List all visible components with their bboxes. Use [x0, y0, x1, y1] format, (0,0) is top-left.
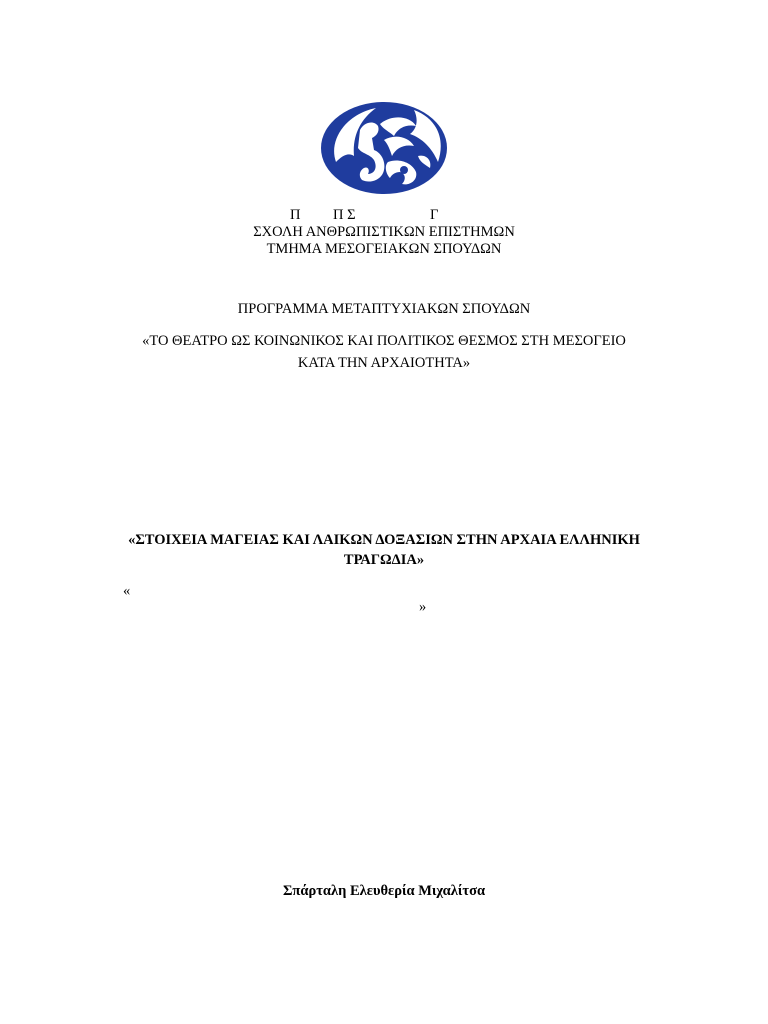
department-name: ΤΜΗΜΑ ΜΕΣΟΓΕΙΑΚΩΝ ΣΠΟΥΔΩΝ: [266, 241, 502, 257]
university-letter-2: Π Σ: [333, 207, 356, 223]
thesis-title-line-2: ΤΡΑΓΩΔΙΑ»: [343, 552, 425, 568]
university-letter-1: Π: [290, 207, 301, 223]
school-name: ΣΧΟΛΗ ΑΝΘΡΩΠΙΣΤΙΚΩΝ ΕΠΙΣΤΗΜΩΝ: [253, 224, 515, 240]
program-title-line-1: «ΤΟ ΘΕΑΤΡΟ ΩΣ ΚΟΙΝΩΝΙΚΟΣ ΚΑΙ ΠΟΛΙΤΙΚΟΣ ΘΕΣΜΟΣ ΣΤΗ ΜΕΣΟΓΕΙΟ: [142, 333, 626, 349]
open-quote-mark: «: [123, 583, 131, 599]
close-quote-mark: »: [419, 599, 427, 615]
program-title-line-2: ΚΑΤΑ ΤΗΝ ΑΡΧΑΙΟΤΗΤΑ»: [297, 355, 471, 371]
program-name: ΠΡΟΓΡΑΜΜΑ ΜΕΤΑΠΤΥΧΙΑΚΩΝ ΣΠΟΥΔΩΝ: [237, 301, 531, 317]
university-logo-icon: [318, 100, 450, 196]
thesis-title-line-1: «ΣΤΟΙΧΕΙΑ ΜΑΓΕΙΑΣ ΚΑΙ ΛΑΙΚΩΝ ΔΟΞΑΣΙΩΝ ΣΤΗΝ ΑΡΧΑΙΑ ΕΛΛΗΝΙΚΗ: [128, 532, 640, 548]
university-letter-3: Γ: [430, 207, 439, 223]
university-name-letters: [0, 207, 768, 224]
author-name: Σπάρταλη Ελευθερία Μιχαλίτσα: [282, 883, 486, 899]
